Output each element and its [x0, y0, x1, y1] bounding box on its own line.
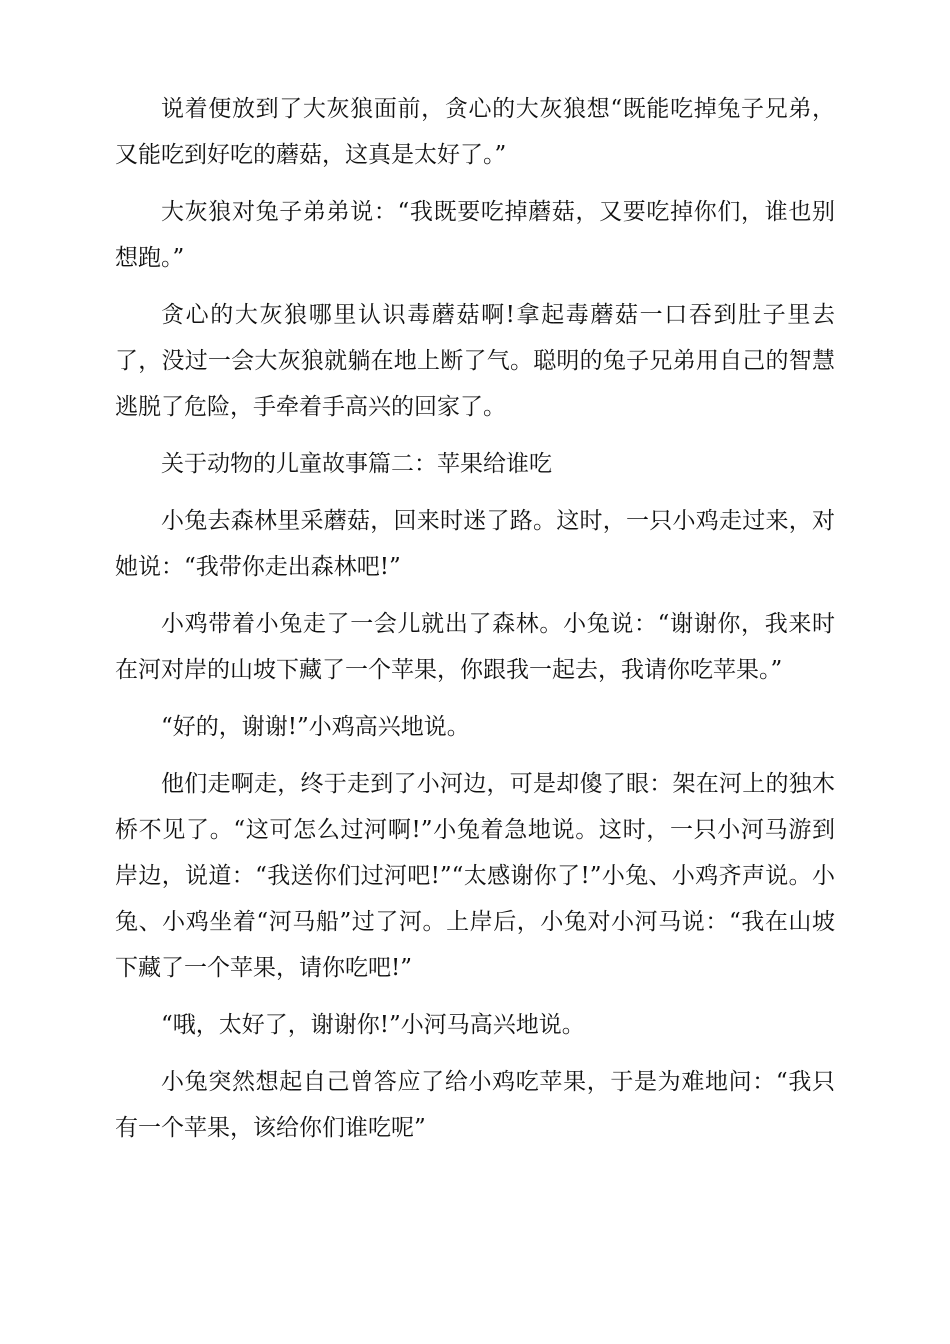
paragraph: 说着便放到了大灰狼面前，贪心的大灰狼想“既能吃掉兔子兄弟，又能吃到好吃的蘑菇，这真是太好了。”: [115, 96, 835, 168]
paragraph: 小鸡带着小兔走了一会儿就出了森林。小兔说：“谢谢你，我来时在河对岸的山坡下藏了一个苹果，你跟我一起去，我请你吃苹果。”: [115, 611, 835, 683]
paragraph: “好的，谢谢!”小鸡高兴地说。: [161, 714, 470, 740]
paragraph: 小兔去森林里采蘑菇，回来时迷了路。这时，一只小鸡走过来，对她说：“我带你走出森林吧!”: [115, 508, 835, 580]
document-body: [115, 86, 835, 1162]
paragraph: 贪心的大灰狼哪里认识毒蘑菇啊!拿起毒蘑菇一口吞到肚子里去了，没过一会大灰狼就躺在地上断了气。聪明的兔子兄弟用自己的智慧逃脱了危险，手牵着手高兴的回家了。: [115, 302, 835, 420]
section-heading: 关于动物的儿童故事篇二：苹果给谁吃: [161, 451, 552, 477]
paragraph: “哦，太好了，谢谢你!”小河马高兴地说。: [161, 1012, 585, 1038]
paragraph: 他们走啊走，终于走到了小河边，可是却傻了眼：架在河上的独木桥不见了。“这可怎么过河啊!”小兔着急地说。这时，一只小河马游到岸边，说道：“我送你们过河吧!”“太感谢你了!”小兔、小鸡齐声说。小兔、小鸡坐着“河马船”过了河。上岸后，小兔对小河马说：“我在山坡下藏了一个苹果，请你吃吧!”: [115, 771, 835, 981]
paragraph: 大灰狼对兔子弟弟说：“我既要吃掉蘑菇，又要吃掉你们，谁也别想跑。”: [115, 199, 835, 271]
paragraph: 小兔突然想起自己曾答应了给小鸡吃苹果，于是为难地问：“我只有一个苹果，该给你们谁吃呢”: [115, 1069, 835, 1141]
